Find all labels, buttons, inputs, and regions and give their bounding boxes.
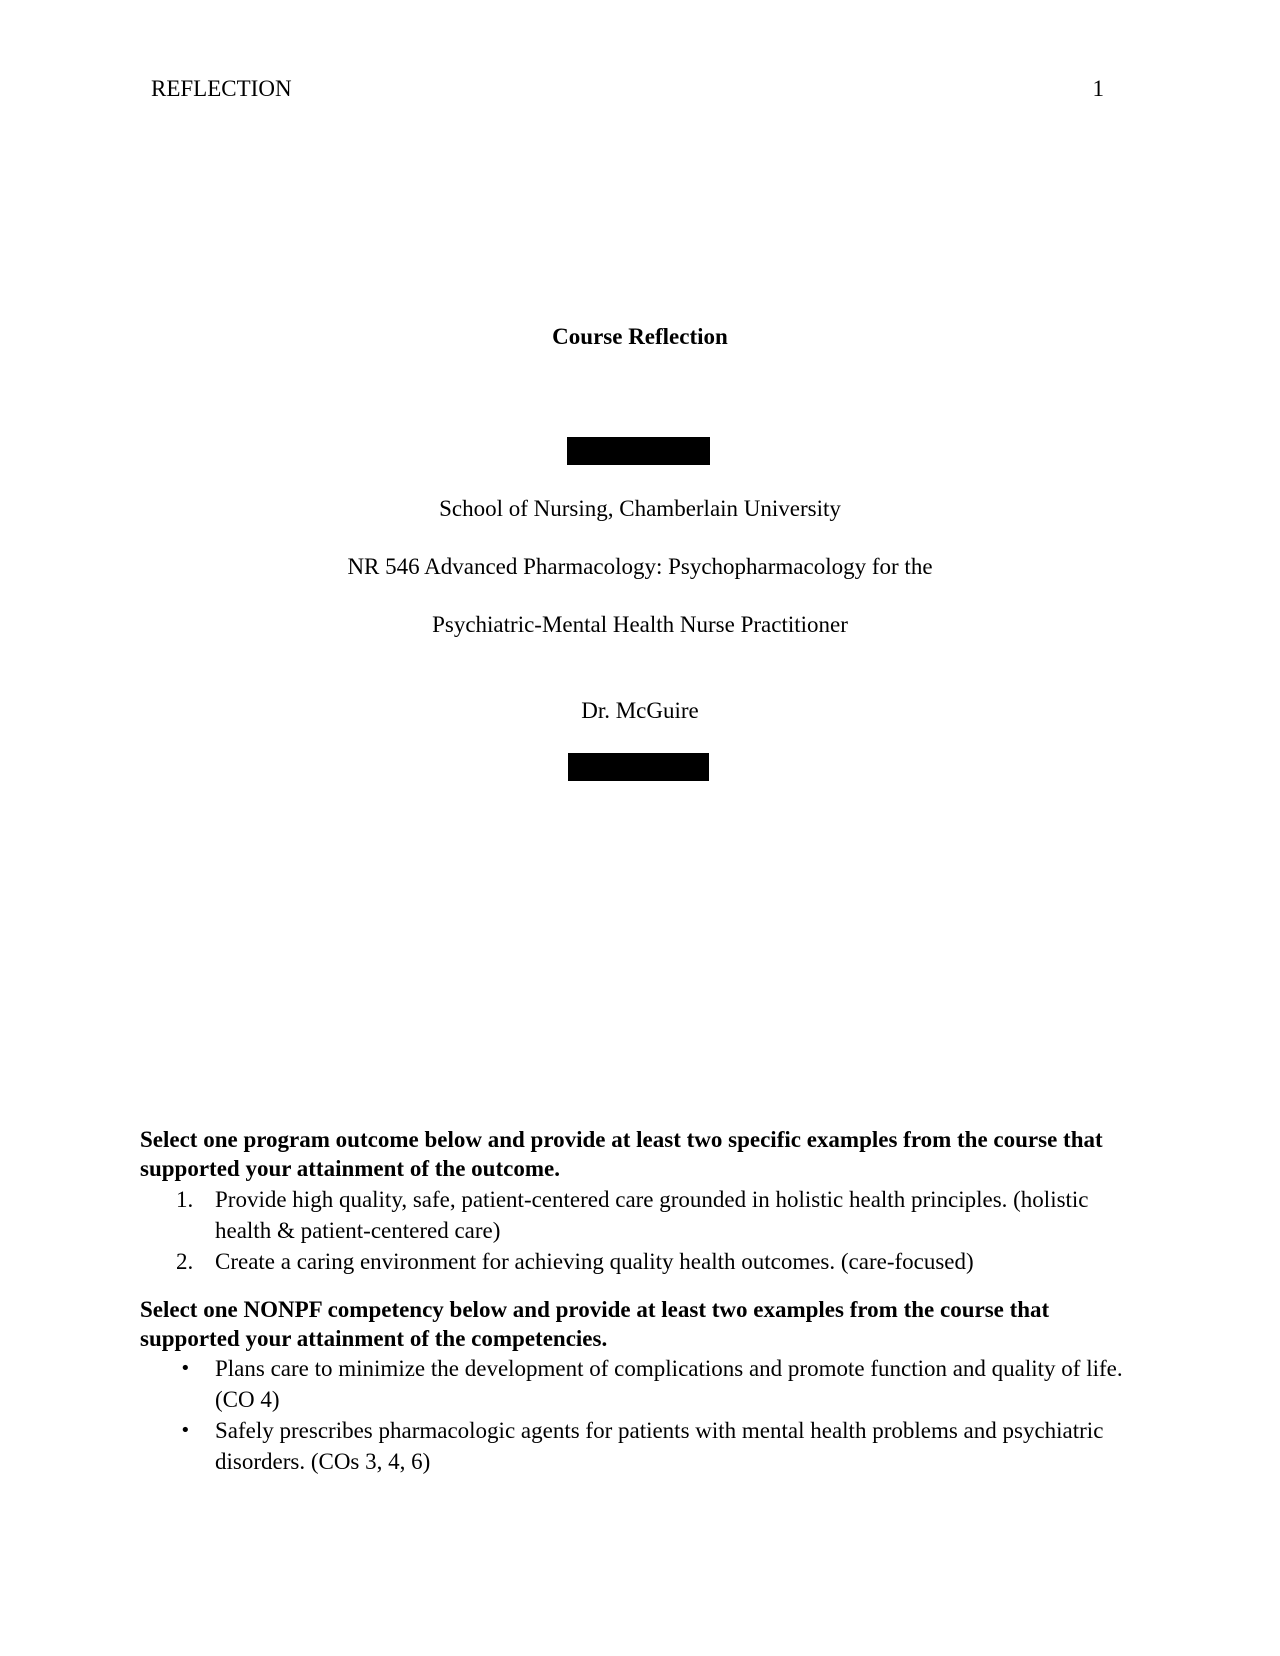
list-item-text: Provide high quality, safe, patient-centered care grounded in holistic health principles. (holistic health & patient-centered care) (215, 1187, 1089, 1243)
school-affiliation: School of Nursing, Chamberlain University (439, 496, 841, 521)
program-outcome-list (140, 1184, 1140, 1277)
list-item (140, 1246, 1140, 1277)
course-title-line-1: NR 546 Advanced Pharmacology: Psychopharmacology for the (347, 554, 933, 579)
list-item-text: Plans care to minimize the development of complications and promote function and quality of life. (CO 4) (215, 1356, 1123, 1412)
list-number: 1. (176, 1187, 194, 1212)
nonpf-competency-prompt: Select one NONPF competency below and provide at least two examples from the course that supported your attainment of the competencies. (140, 1297, 1050, 1351)
document-title: Course Reflection (552, 324, 728, 349)
list-item-text: Safely prescribes pharmacologic agents for patients with mental health problems and psychiatric disorders. (COs 3, 4, 6) (215, 1418, 1104, 1474)
list-item (140, 1353, 1140, 1415)
instructor-name: Dr. McGuire (581, 698, 699, 723)
redacted-date (568, 753, 709, 781)
list-item-text: Create a caring environment for achieving quality health outcomes. (care-focused) (215, 1249, 974, 1274)
list-item (140, 1415, 1140, 1477)
page-number: 1 (1092, 76, 1104, 101)
program-outcome-prompt: Select one program outcome below and provide at least two specific examples from the course that supported your attainment of the outcome. (140, 1127, 1103, 1181)
list-item (140, 1184, 1140, 1246)
bullet-icon: • (180, 1358, 191, 1379)
running-head: REFLECTION (151, 76, 292, 101)
list-number: 2. (176, 1249, 194, 1274)
course-title-line-2: Psychiatric-Mental Health Nurse Practitioner (432, 612, 848, 637)
nonpf-competency-list (140, 1353, 1140, 1477)
bullet-icon: • (180, 1420, 191, 1441)
redacted-author-name (567, 437, 710, 465)
